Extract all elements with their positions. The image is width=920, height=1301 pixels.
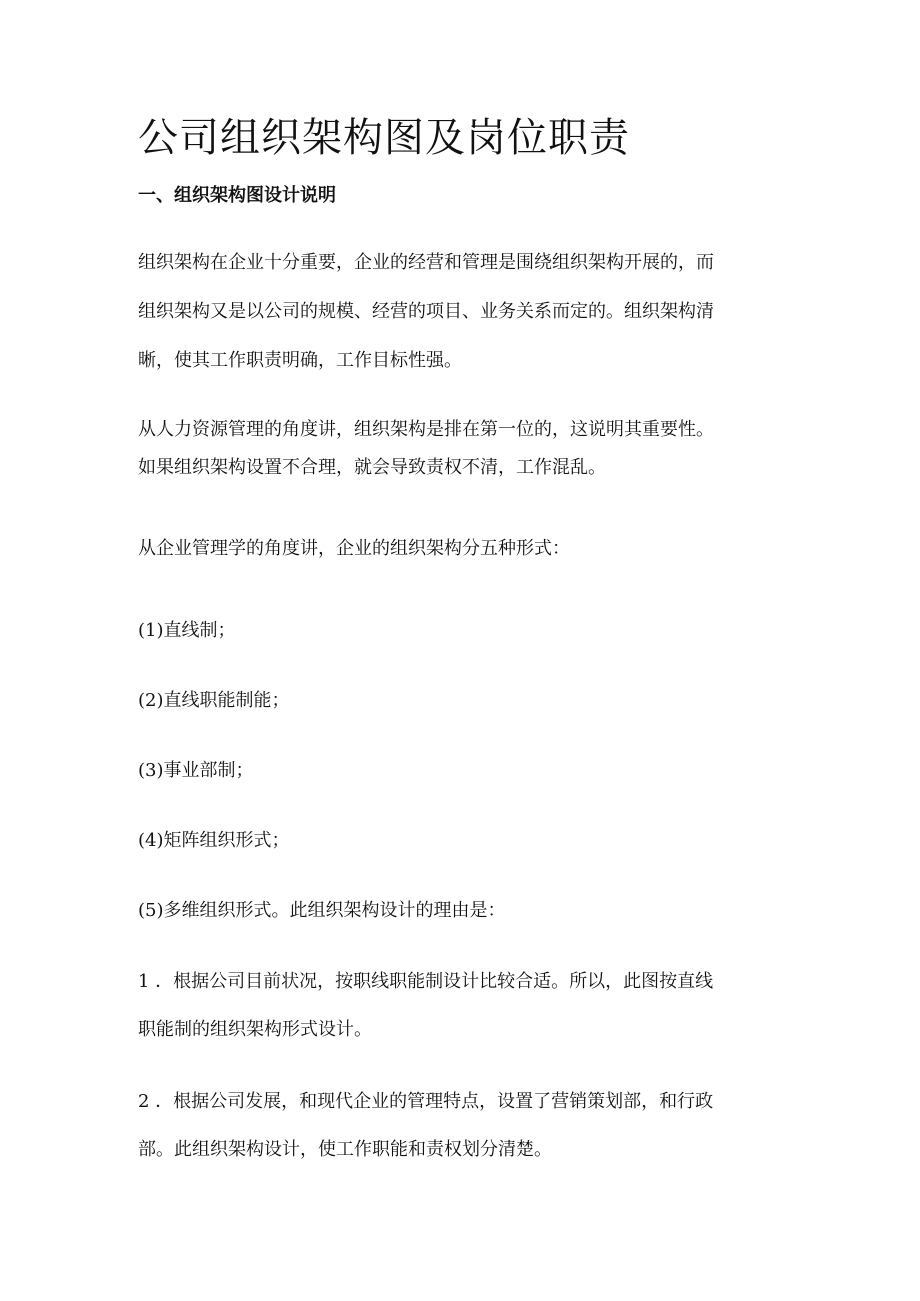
list-item-form-4: [138, 824, 788, 858]
list-item-form-1: [138, 614, 788, 648]
paragraph-hr: [138, 411, 788, 487]
list-number: (5): [138, 900, 164, 921]
paragraph-line: 如果组织架构设置不合理，就会导致责权不清，工作混乱。: [138, 457, 606, 478]
list-number: (4): [138, 830, 164, 851]
list-item-text: 直线制；: [163, 620, 236, 641]
paragraph-forms-intro: [138, 532, 788, 566]
list-item-text: ．根据公司发展，和现代企业的管理特点，设置了营销策划部，和行政: [155, 1091, 714, 1112]
list-number: (2): [138, 690, 164, 711]
section-heading: 一、组织架构图设计说明: [138, 185, 336, 206]
list-item-form-2: [138, 684, 788, 718]
paragraph-line: 晰，使其工作职责明确，工作目标性强。: [138, 350, 462, 371]
list-item-form-3: [138, 754, 788, 788]
list-number: (1): [138, 620, 164, 641]
list-number: (3): [138, 760, 164, 781]
paragraph-line: 部。此组织架构设计，使工作职能和责权划分清楚。: [138, 1139, 552, 1160]
list-number: 1: [138, 971, 150, 992]
paragraph-line: 从企业管理学的角度讲，企业的组织架构分五种形式：: [138, 538, 570, 559]
list-item-text: ．根据公司目前状况，按职线职能制设计比较合适。所以，此图按直线: [155, 971, 714, 992]
paragraph-line: 从人力资源管理的角度讲，组织架构是排在第一位的，这说明其重要性。: [138, 419, 714, 440]
list-item-text: 事业部制；: [163, 760, 254, 781]
list-item-text: 矩阵组织形式；: [163, 830, 290, 851]
list-item-text: 多维组织形式。此组织架构设计的理由是：: [163, 900, 506, 921]
list-item-text: 直线职能制能；: [163, 690, 290, 711]
paragraph-line: 组织架构在企业十分重要，企业的经营和管理是围绕组织架构开展的，而: [138, 252, 714, 273]
list-number: 2: [138, 1091, 150, 1112]
reason-item-1: [138, 958, 788, 1054]
paragraph-line: 职能制的组织架构形式设计。: [138, 1019, 372, 1040]
reason-item-2: [138, 1078, 788, 1174]
document-title: 公司组织架构图及岗位职责: [138, 115, 630, 161]
paragraph-intro: [138, 238, 788, 385]
paragraph-line: 组织架构又是以公司的规模、经营的项目、业务关系而定的。组织架构清: [138, 301, 714, 322]
list-item-form-5: [138, 894, 788, 928]
